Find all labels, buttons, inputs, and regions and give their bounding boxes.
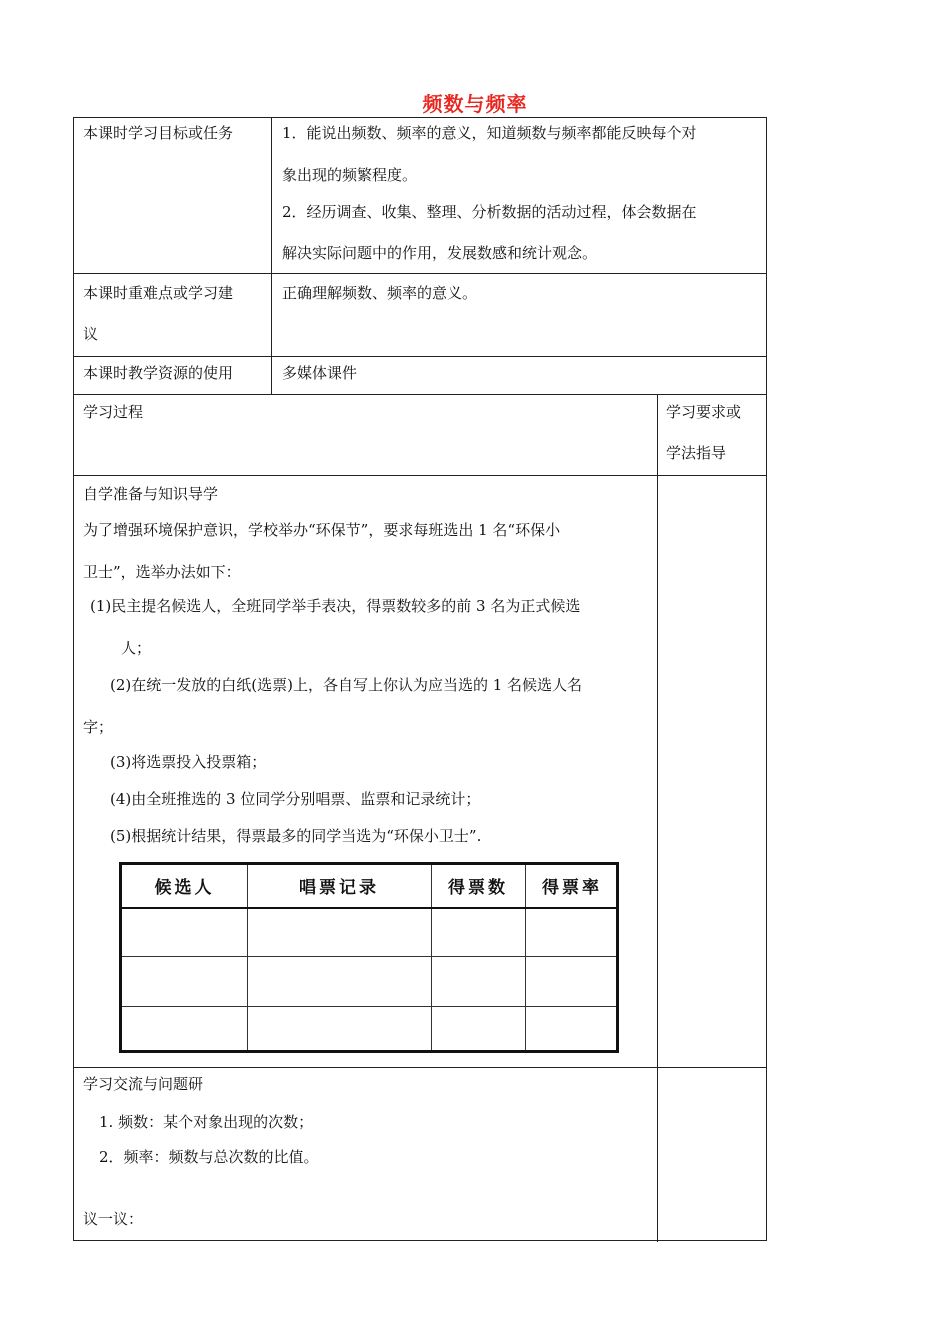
body-line: (1)民主提名候选人，全班同学举手表决，得票数较多的前 3 名为正式候选 bbox=[90, 597, 581, 615]
section-heading: 自学准备与知识导学 bbox=[83, 485, 219, 503]
voting-header-candidate: 候选人 bbox=[154, 878, 215, 898]
difficulty-text: 正确理解频数、频率的意义。 bbox=[282, 284, 478, 302]
difficulty-label-cont: 议 bbox=[83, 325, 99, 343]
page-title: 频数与频率 bbox=[422, 92, 528, 116]
voting-header-divider bbox=[122, 907, 616, 909]
body-line: 人； bbox=[121, 639, 152, 657]
resource-text: 多媒体课件 bbox=[282, 364, 358, 382]
column-divider bbox=[657, 394, 658, 1242]
guide-label: 学习要求或 bbox=[666, 403, 742, 421]
row-divider bbox=[74, 273, 766, 274]
body-line: 卫士”，选举办法如下： bbox=[83, 563, 241, 581]
body-line: (5)根据统计结果，得票最多的同学当选为“环保小卫士”. bbox=[110, 827, 482, 845]
row-divider bbox=[74, 394, 766, 395]
definition-item: 1. 频数：某个对象出现的次数； bbox=[99, 1113, 314, 1131]
body-line: (3)将选票投入投票箱； bbox=[110, 753, 267, 771]
guide-label-cont: 学法指导 bbox=[666, 444, 727, 462]
resource-label: 本课时教学资源的使用 bbox=[83, 364, 234, 382]
row-divider bbox=[74, 356, 766, 357]
voting-header-record: 唱票记录 bbox=[299, 878, 379, 898]
voting-header-votes: 得票数 bbox=[448, 878, 508, 898]
body-line: 为了增强环境保护意识，学校举办“环保节”，要求每班选出 1 名“环保小 bbox=[83, 521, 561, 539]
lesson-plan-table bbox=[73, 117, 767, 1241]
body-line: 字； bbox=[83, 718, 114, 736]
difficulty-label: 本课时重难点或学习建 bbox=[83, 284, 234, 302]
voting-table bbox=[119, 862, 619, 1053]
definition-item: 2．频率：频数与总次数的比值。 bbox=[99, 1148, 319, 1166]
goal-line: 1．能说出频数、频率的意义，知道频数与频率都能反映每个对 bbox=[282, 124, 697, 142]
body-line: (4)由全班推选的 3 位同学分别唱票、监票和记录统计； bbox=[110, 790, 481, 808]
row-divider bbox=[74, 475, 766, 476]
process-label: 学习过程 bbox=[83, 403, 144, 421]
column-divider bbox=[271, 118, 272, 394]
discuss-label: 议一议： bbox=[83, 1210, 144, 1228]
body-line: (2)在统一发放的白纸(选票)上，各自写上你认为应当选的 1 名候选人名 bbox=[110, 676, 583, 694]
row-divider bbox=[74, 1067, 766, 1068]
goal-line: 2．经历调查、收集、整理、分析数据的活动过程，体会数据在 bbox=[282, 203, 697, 221]
voting-header-rate: 得票率 bbox=[542, 878, 602, 898]
goal-label: 本课时学习目标或任务 bbox=[83, 124, 234, 142]
voting-row-divider bbox=[122, 956, 616, 957]
goal-line: 象出现的频繁程度。 bbox=[282, 166, 418, 184]
goal-line: 解决实际问题中的作用，发展数感和统计观念。 bbox=[282, 244, 598, 262]
voting-row-divider bbox=[122, 1006, 616, 1007]
section-heading: 学习交流与问题研 bbox=[83, 1075, 204, 1093]
